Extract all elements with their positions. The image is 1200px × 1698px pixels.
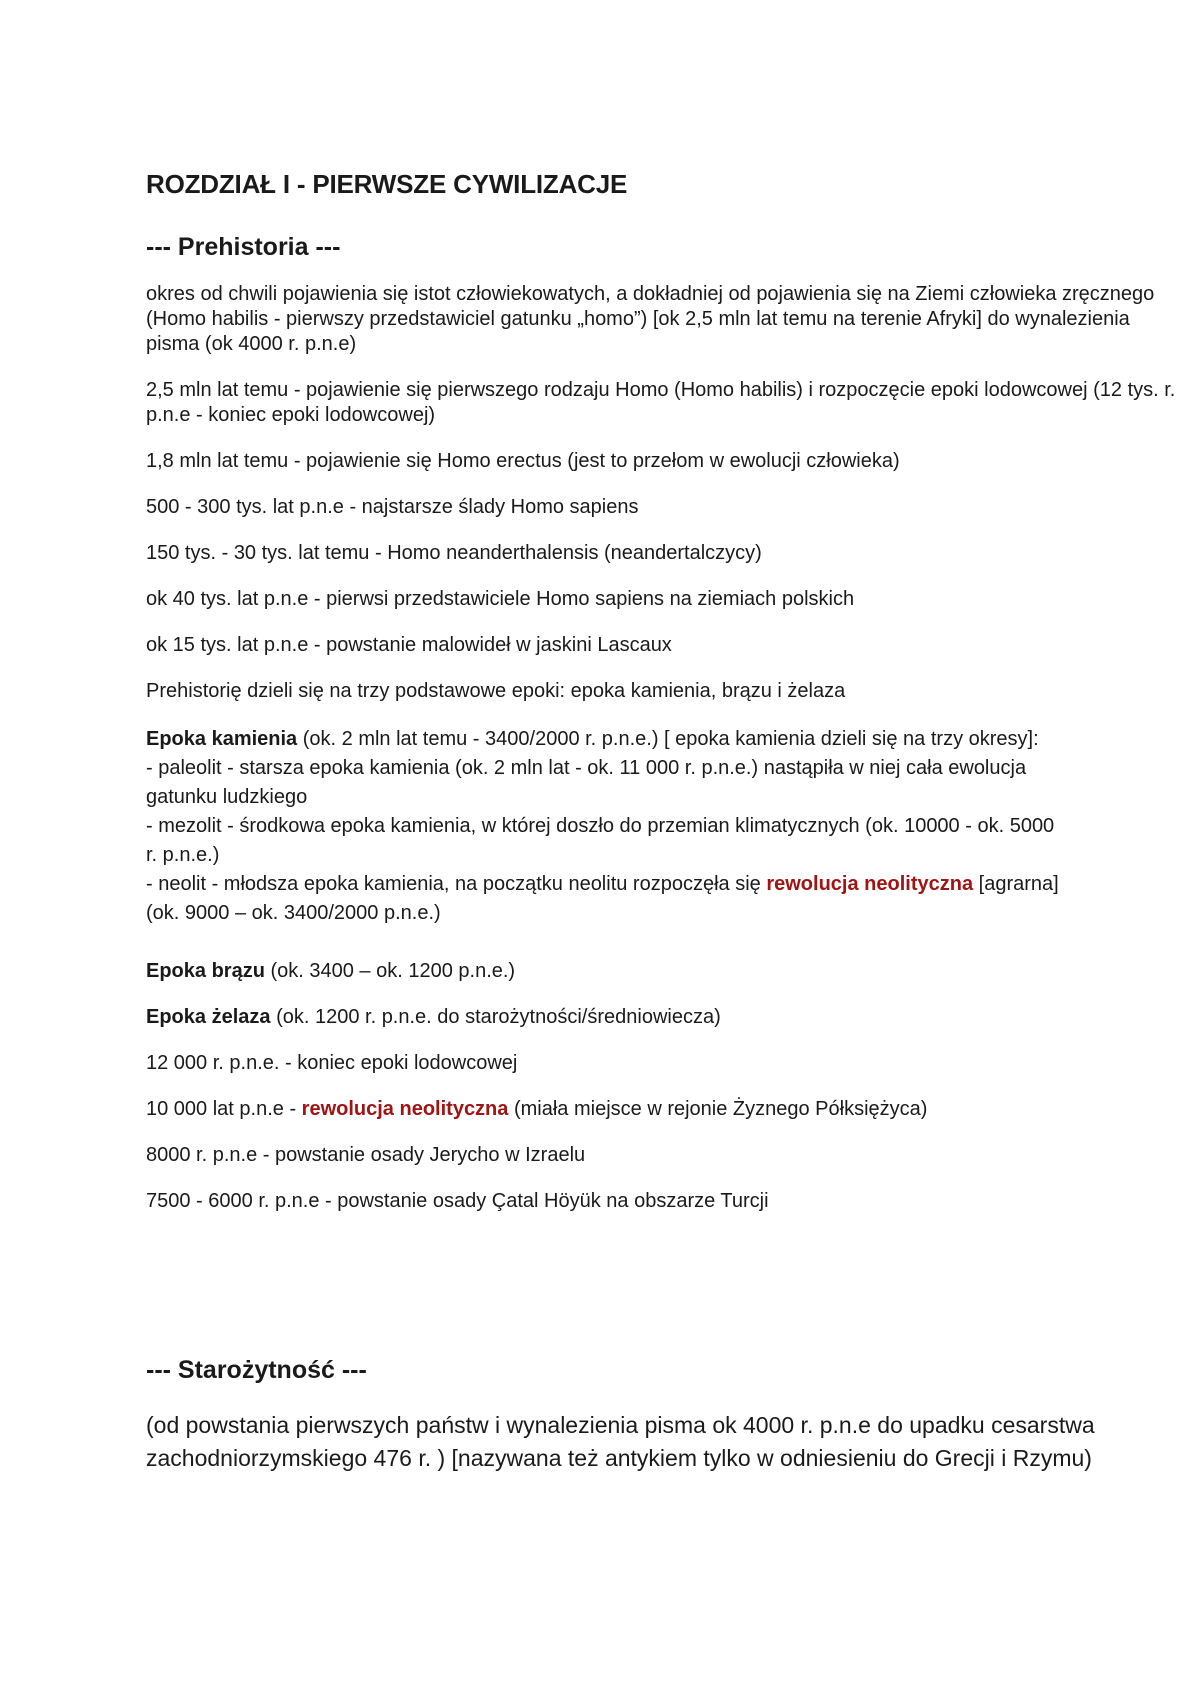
section-heading-prehistory: --- Prehistoria --- [146, 233, 341, 261]
neolit-text-end: [agrarna] [973, 873, 1059, 895]
neolithic-revolution-highlight: rewolucja neolityczna [301, 1098, 509, 1120]
neolithic-revolution-highlight: rewolucja neolityczna [766, 873, 974, 895]
neolithic-date: 10 000 lat p.n.e - [146, 1098, 302, 1120]
mezolit-line: - mezolit - środkowa epoka kamienia, w której doszło do przemian klimatycznych (ok. 10000 - ok. 5000 [146, 815, 1055, 837]
section-spacer [146, 1235, 1176, 1355]
event-paragraph: 500 - 300 tys. lat p.n.e - najstarsze ślady Homo sapiens [146, 496, 639, 518]
event-paragraph: ok 40 tys. lat p.n.e - pierwsi przedstawiciele Homo sapiens na ziemiach polskich [146, 588, 855, 610]
event-paragraph: 12 000 r. p.n.e. - koniec epoki lodowcowej [146, 1052, 518, 1074]
event-paragraph: 7500 - 6000 r. p.n.e - powstanie osady Çatal Höyük na obszarze Turcji [146, 1190, 769, 1212]
neolit-line-cont: (ok. 9000 – ok. 3400/2000 p.n.e.) [146, 902, 441, 924]
event-paragraph: Prehistorię dzieli się na trzy podstawowe epoki: epoka kamienia, brązu i żelaza [146, 680, 846, 702]
stone-age-desc: (ok. 2 mln lat temu - 3400/2000 r. p.n.e.) [ epoka kamienia dzieli się na trzy okresy]: [297, 728, 1039, 750]
bronze-age-line [146, 959, 1176, 984]
neolithic-revolution-line [146, 1097, 1176, 1122]
event-paragraph: 8000 r. p.n.e - powstanie osady Jerycho w Izraelu [146, 1144, 586, 1166]
bronze-age-label: Epoka brązu [146, 960, 265, 982]
iron-age-desc: (ok. 1200 r. p.n.e. do starożytności/średniowiecza) [270, 1006, 721, 1028]
chapter-title: ROZDZIAŁ I - PIERWSZE CYWILIZACJE [146, 169, 628, 199]
stone-age-block [146, 725, 1176, 928]
event-paragraph: 2,5 mln lat temu - pojawienie się pierwszego rodzaju Homo (Homo habilis) i rozpoczęcie epoki lodowcowej (12 tys. r. p.n.e - koniec epoki lodowcowej) [146, 379, 1176, 426]
neolithic-desc: (miała miejsce w rejonie Żyznego Półksiężyca) [508, 1098, 928, 1120]
stone-age-label: Epoka kamienia [146, 728, 298, 750]
event-paragraph: 1,8 mln lat temu - pojawienie się Homo erectus (jest to przełom w ewolucji człowieka) [146, 450, 900, 472]
antiquity-intro-line: (od powstania pierwszych państw i wynalezienia pisma ok 4000 r. p.n.e do upadku cesarstwa [146, 1412, 1095, 1438]
event-paragraph: 150 tys. - 30 tys. lat temu - Homo neanderthalensis (neandertalczycy) [146, 542, 762, 564]
neolit-text: - neolit - młodsza epoka kamienia, na początku neolitu rozpoczęła się [146, 873, 767, 895]
document-content [146, 168, 1176, 1475]
event-paragraph: ok 15 tys. lat p.n.e - powstanie malowideł w jaskini Lascaux [146, 634, 672, 656]
bronze-age-desc: (ok. 3400 – ok. 1200 p.n.e.) [264, 960, 516, 982]
prehistory-intro: okres od chwili pojawienia się istot człowiekowatych, a dokładniej od pojawienia się na Ziemi człowieka zręcznego (Homo habilis - pierwszy przedstawiciel gatunku „homo”) [ok 2,5 mln lat temu na terenie Afryki] do wynalezienia pisma (ok 4000 r. p.n.e) [146, 283, 1155, 355]
neolit-line [146, 870, 1176, 899]
section-heading-antiquity: --- Starożytność --- [146, 1356, 367, 1384]
mezolit-line-cont: r. p.n.e.) [146, 844, 220, 866]
stone-age-line [146, 725, 1176, 754]
paleolit-line-cont: gatunku ludzkiego [146, 786, 308, 808]
antiquity-intro-line: zachodniorzymskiego 476 r. ) [nazywana też antykiem tylko w odniesieniu do Grecji i Rzymu) [146, 1445, 1092, 1471]
iron-age-label: Epoka żelaza [146, 1006, 271, 1028]
iron-age-line [146, 1005, 1176, 1030]
paleolit-line: - paleolit - starsza epoka kamienia (ok. 2 mln lat - ok. 11 000 r. p.n.e.) nastąpiła w niej cała ewolucja [146, 757, 1027, 779]
